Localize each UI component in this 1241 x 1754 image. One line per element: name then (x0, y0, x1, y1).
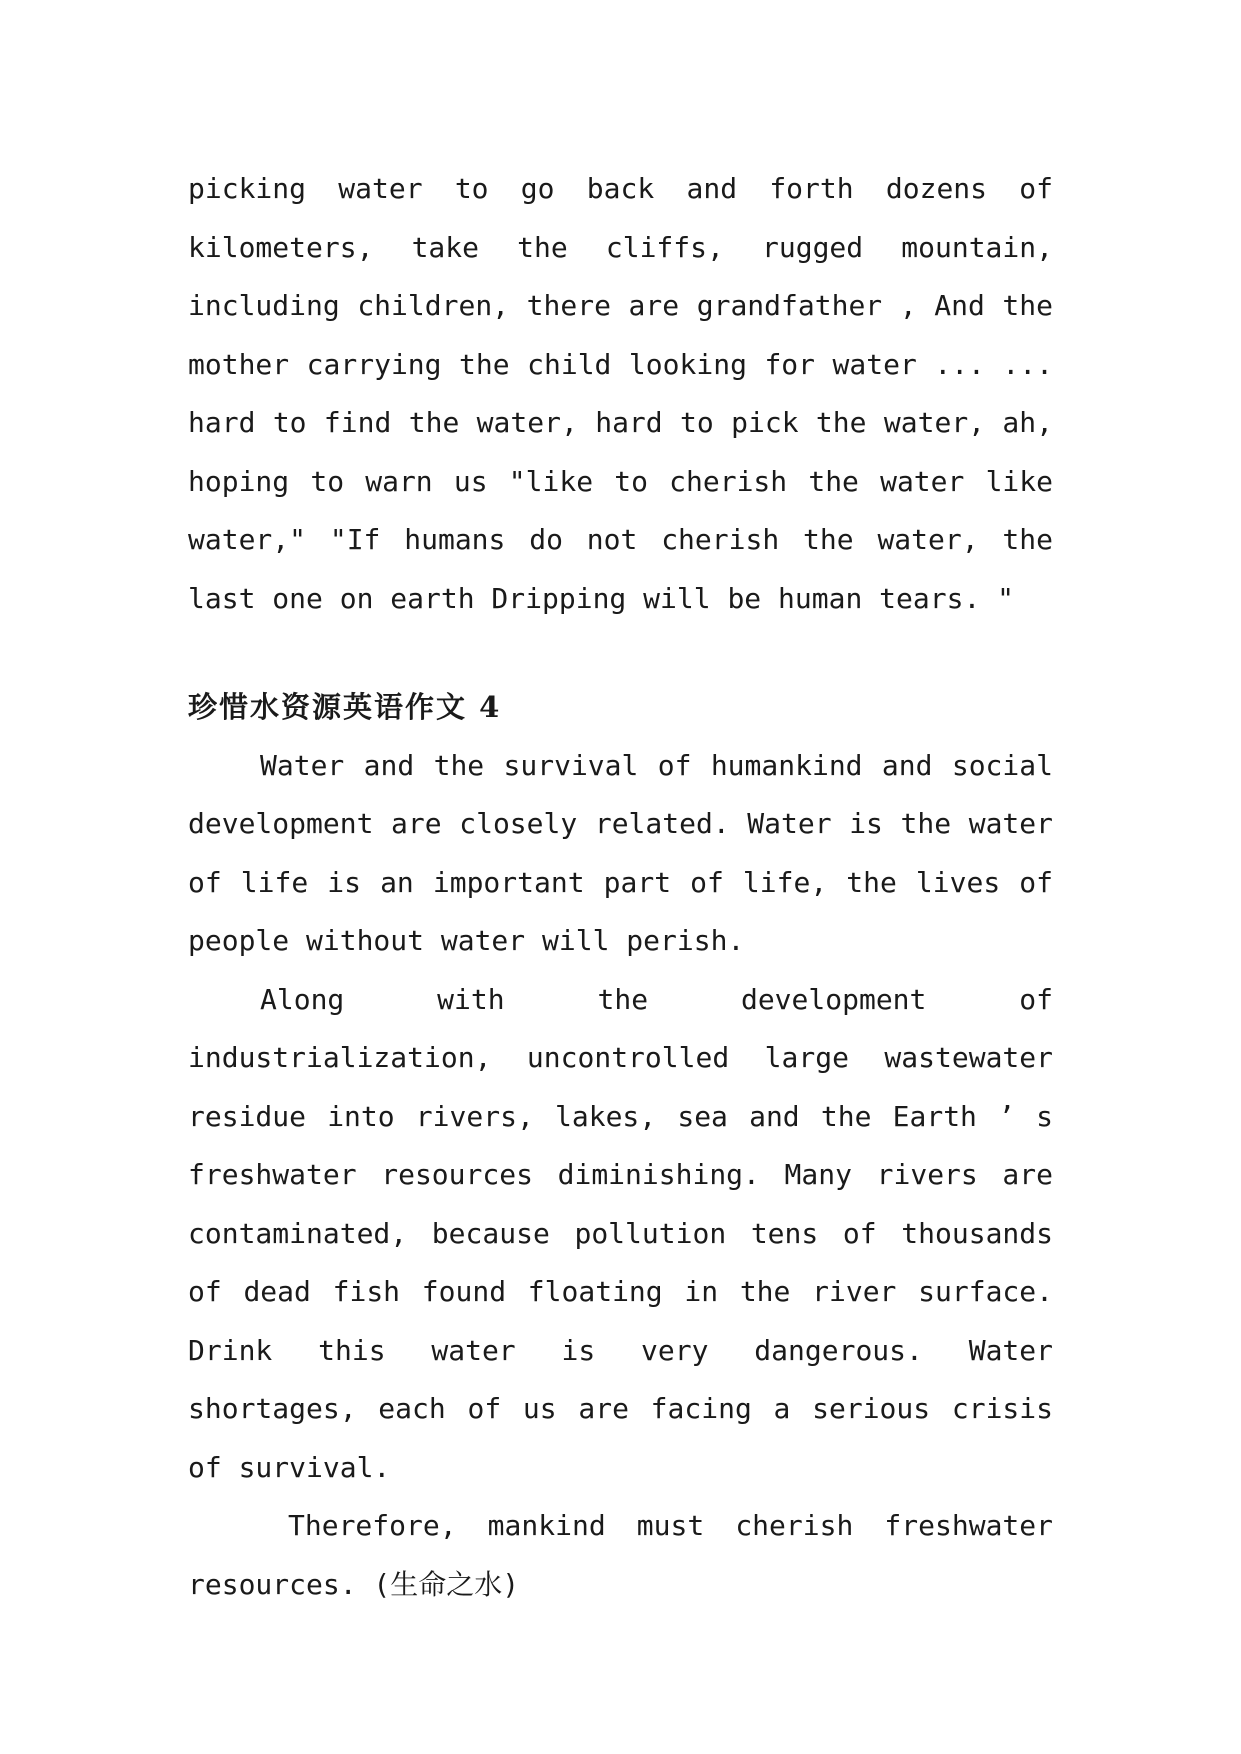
paragraph-industrialization: Along with the development of industrialization, uncontrolled large wastewater residue into rivers, lakes, sea and the Earth ’ s freshwater resources diminishing. Many rivers are contaminated, because pollution tens of thousands of dead fish found floating in the river surface. Drink this water is very dangerous. Water shortages, each of us are facing a serious crisis of survival. (188, 982, 1053, 1484)
paragraph-continued: picking water to go back and forth dozens of kilometers, take the cliffs, rugged mountain, including children, there are grandfather , And the mother carrying the child looking for water ... ... hard to find the water, hard to pick the water, ah, hoping to warn us "like to cherish the water like water," "If humans do not cherish the water, the last one on earth Dripping will be human tears. " (188, 172, 1053, 615)
section-heading: 珍惜水资源英语作文 4 (188, 690, 502, 724)
paragraph-water-survival: Water and the survival of humankind and social development are closely related. Water is the water of life is an important part of life, the lives of people without water will perish. (188, 748, 1053, 957)
paragraph-conclusion: Therefore, mankind must cherish freshwater resources. (生命之水) (188, 1509, 1053, 1601)
document-body (188, 160, 1053, 1614)
